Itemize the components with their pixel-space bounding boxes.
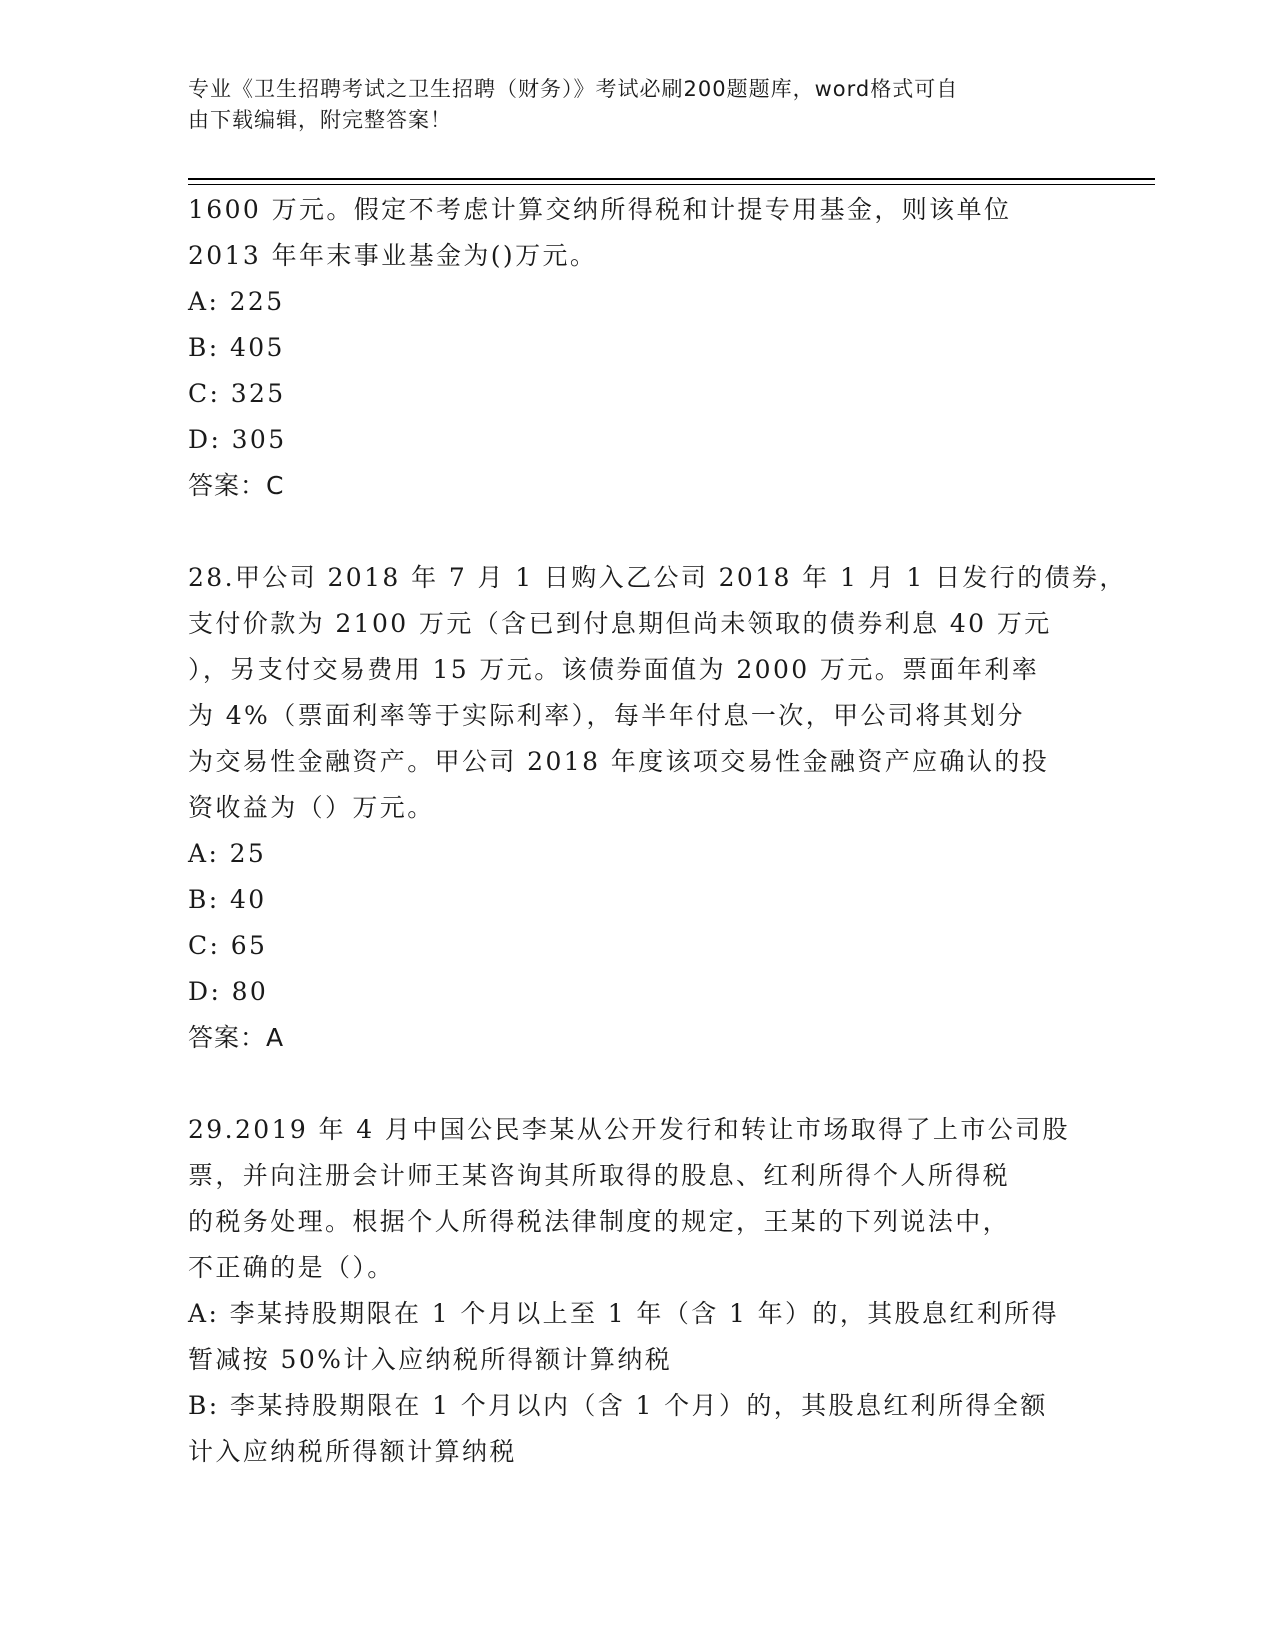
spacer [188,509,1088,555]
question-text-line: 不正确的是（）。 [188,1253,395,1282]
question-text-line: 29.2019 年 4 月中国公民李某从公开发行和转让市场取得了上市公司股 [188,1115,1070,1144]
question-text-line: 资收益为（）万元。 [188,793,435,822]
option-b: B: 405 [188,333,285,362]
question-text-line: 为 4%（票面利率等于实际利率），每半年付息一次，甲公司将其划分 [188,701,1025,730]
answer-label: 答案：C [188,471,285,500]
document-header [188,74,1078,136]
header-line-1: 专业《卫生招聘考试之卫生招聘（财务）》考试必刷200题题库，word格式可自 [188,77,959,101]
option-c: C: 65 [188,931,268,960]
answer-label: 答案：A [188,1023,285,1052]
option-b-continued: 计入应纳税所得额计算纳税 [188,1437,517,1466]
option-d: D: 305 [188,425,287,454]
option-a-continued: 暂减按 50%计入应纳税所得额计算纳税 [188,1345,673,1374]
option-c: C: 325 [188,379,286,408]
question-text-line: 2013 年年末事业基金为()万元。 [188,241,598,270]
question-text-line: 1600 万元。假定不考虑计算交纳所得税和计提专用基金，则该单位 [188,195,1012,224]
header-divider-thin [188,184,1155,185]
question-text-line: 为交易性金融资产。甲公司 2018 年度该项交易性金融资产应确认的投 [188,747,1050,776]
option-a: A: 25 [188,839,267,868]
option-b: B: 李某持股期限在 1 个月以内（含 1 个月）的，其股息红利所得全额 [188,1391,1048,1420]
question-29 [188,1107,1088,1475]
question-text-line: 的税务处理。根据个人所得税法律制度的规定，王某的下列说法中， [188,1207,1011,1236]
question-27 [188,187,1088,509]
question-28 [188,555,1127,1061]
spacer [188,1061,1088,1107]
header-divider-thick [188,178,1155,180]
question-text-line: 票，并向注册会计师王某咨询其所取得的股息、红利所得个人所得税 [188,1161,1011,1190]
question-text-line: ），另支付交易费用 15 万元。该债券面值为 2000 万元。票面年利率 [188,655,1040,684]
option-b: B: 40 [188,885,267,914]
question-text-line: 支付价款为 2100 万元（含已到付息期但尚未领取的债券利息 40 万元 [188,609,1052,638]
option-d: D: 80 [188,977,269,1006]
option-a: A: 225 [188,287,285,316]
question-text-line: 28.甲公司 2018 年 7 月 1 日购入乙公司 2018 年 1 月 1 日发行的债券， [188,563,1127,592]
option-a: A: 李某持股期限在 1 个月以上至 1 年（含 1 年）的，其股息红利所得 [188,1299,1060,1328]
header-line-2: 由下载编辑，附完整答案！ [188,108,452,132]
document-body [188,187,1127,1475]
